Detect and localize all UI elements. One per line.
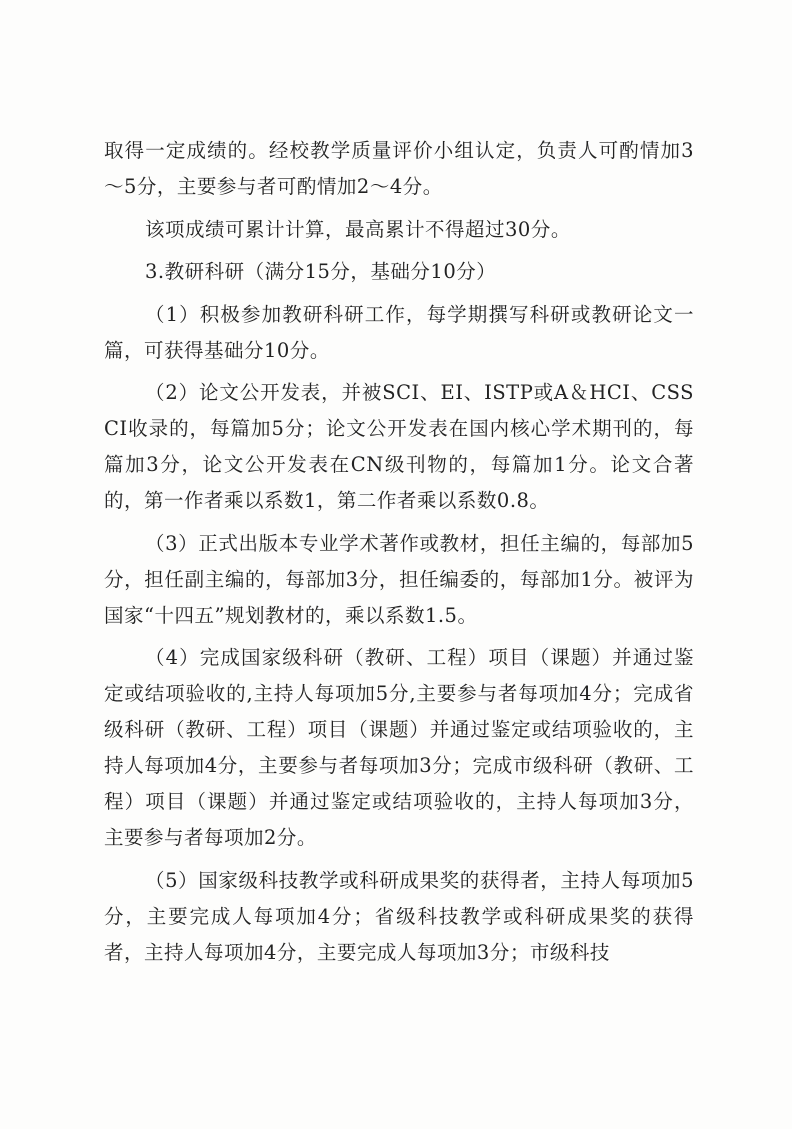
section-heading-research: 3.教研科研（满分15分，基础分10分）	[145, 260, 497, 283]
paragraph-item-4: （4）完成国家级科研（教研、工程）项目（课题）并通过鉴定或结项验收的,主持人每项加5分,主要参与者每项加4分；完成省级科研（教研、工程）项目（课题）并通过鉴定或结项验收的，主持人每项加4分，主要参与者每项加3分；完成市级科研（教研、工程）项目（课题）并通过鉴定或结项验收的，主持人每项加3分，主要参与者每项加2分。	[104, 646, 694, 849]
paragraph-item-3: （3）正式出版本专业学术著作或教材，担任主编的，每部加5分，担任副主编的，每部加3分，担任编委的，每部加1分。被评为国家“十四五”规划教材的，乘以系数1.5。	[104, 531, 694, 627]
paragraph-item-2: （2）论文公开发表，并被SCI、EI、ISTP或A＆HCI、CSSCI收录的，每篇加5分；论文公开发表在国内核心学术期刊的，每篇加3分，论文公开发表在CN级刊物的，每篇加1分。论文合著的，第一作者乘以系数1，第二作者乘以系数0.8。	[104, 381, 694, 512]
paragraph-item-5: （5）国家级科技教学或科研成果奖的获得者，主持人每项加5分，主要完成人每项加4分；省级科技教学或科研成果奖的获得者，主持人每项加4分，主要完成人每项加3分；市级科技	[104, 868, 694, 964]
paragraph-cumulative-note: 该项成绩可累计计算，最高累计不得超过30分。	[145, 217, 571, 241]
document-body	[104, 133, 694, 977]
paragraph-continuation: 取得一定成绩的。经校教学质量评价小组认定，负责人可酌情加3～5分，主要参与者可酌情加2～4分。	[104, 139, 694, 198]
paragraph-item-1: （1）积极参加教研科研工作，每学期撰写科研或教研论文一篇，可获得基础分10分。	[104, 302, 694, 362]
